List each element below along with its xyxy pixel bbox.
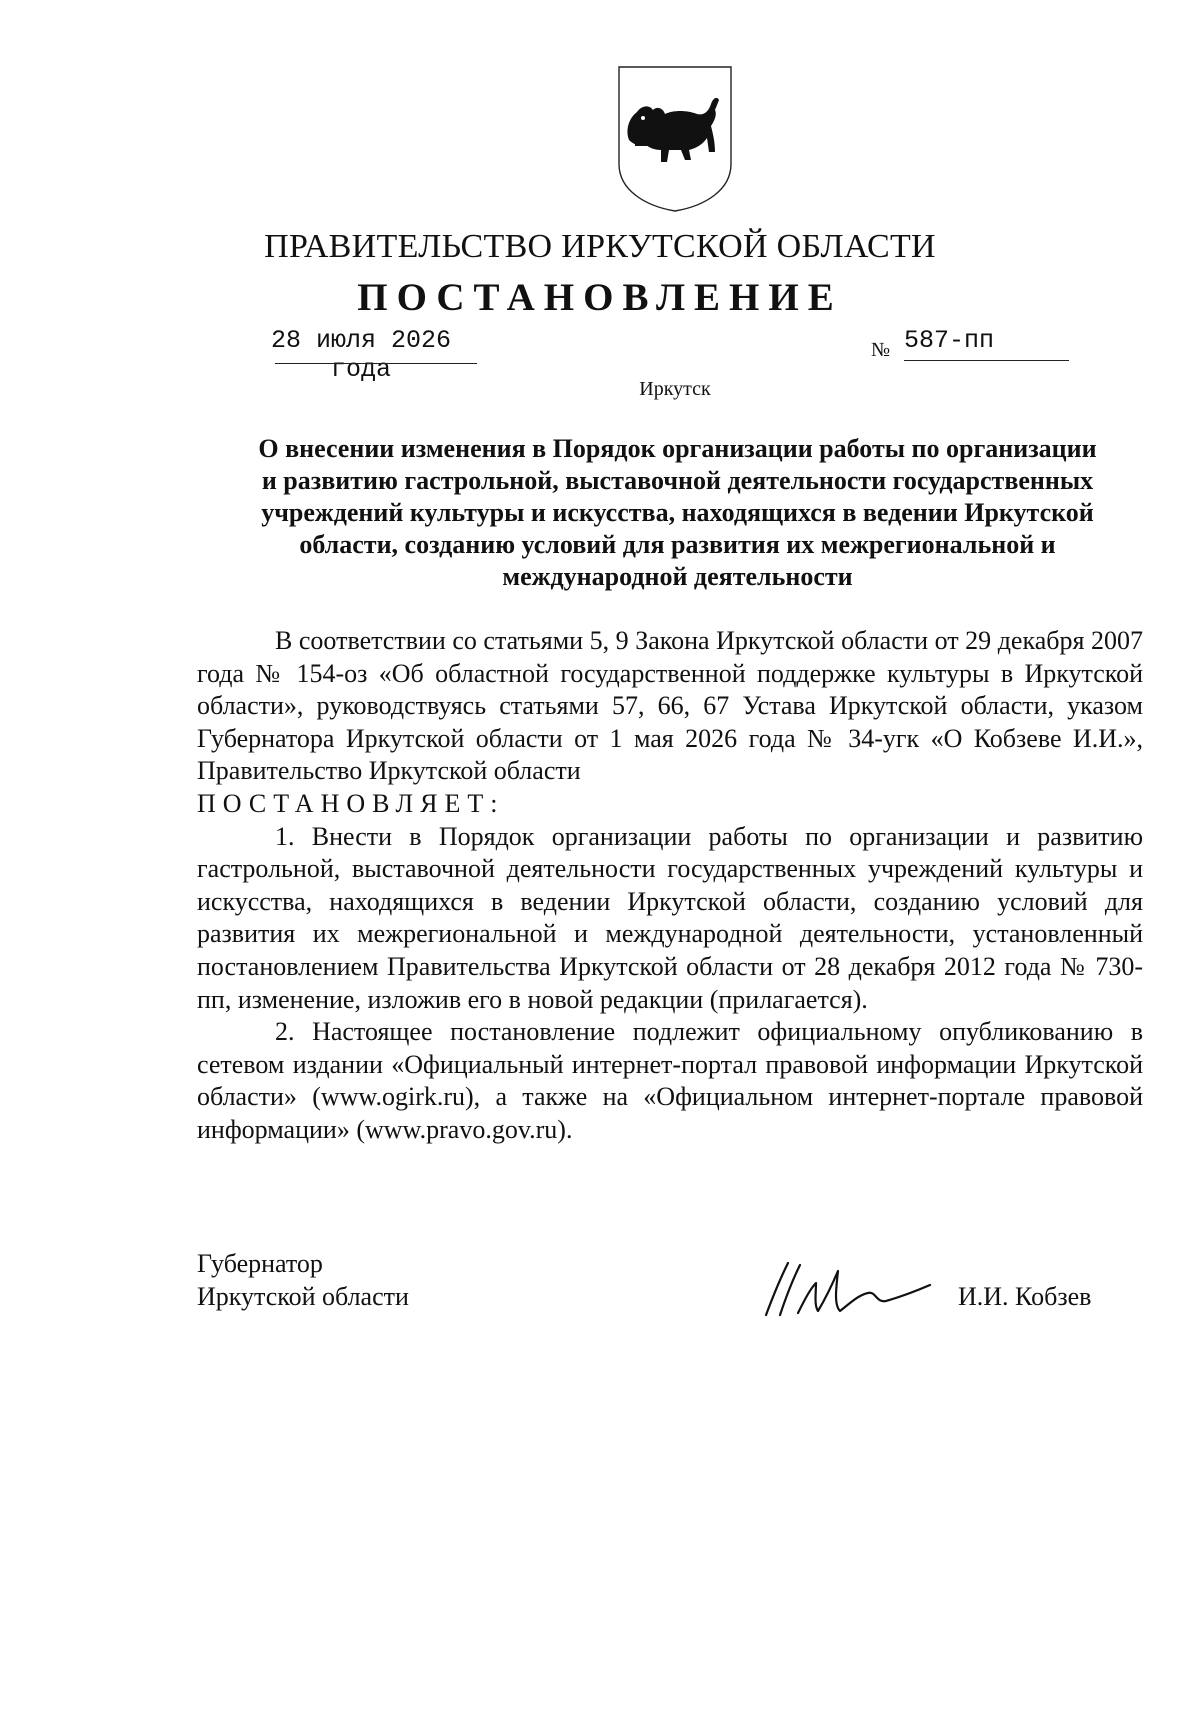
- document-type: ПОСТАНОВЛЕНИЕ: [357, 276, 843, 319]
- number-sign: №: [871, 339, 891, 361]
- handwritten-signature: [760, 1255, 935, 1323]
- coat-of-arms-emblem: [617, 66, 733, 212]
- signer-position-line: Иркутской области: [197, 1281, 409, 1311]
- date-underline: [275, 363, 477, 364]
- preamble-paragraph: В соответствии со статьями 5, 9 Закона Иркутской области от 29 декабря 2007 года № 154-оз «Об областной государственной поддержке культуры в Иркутской области», руководствуясь статьями 57, 66, 67 Устава Иркутской области, указом Губернатора Иркутской области от 1 мая 2026 года № 34-угк «О Кобзеве И.И.», Правительство Иркутской области: [197, 626, 1143, 786]
- signer-name: И.И. Кобзев: [958, 1282, 1092, 1311]
- organization-name: ПРАВИТЕЛЬСТВО ИРКУТСКОЙ ОБЛАСТИ: [264, 228, 936, 265]
- title-line: области, созданию условий для развития их межрегиональной и: [299, 530, 1056, 559]
- number-underline: [904, 360, 1069, 361]
- city: Иркутск: [639, 378, 711, 400]
- signer-position-line: Губернатор: [197, 1249, 323, 1278]
- document-number: 587-пп: [904, 326, 995, 355]
- signer-position: [197, 1248, 409, 1313]
- document-date: 28 июля 2026 года: [270, 326, 452, 384]
- document-title: [200, 433, 1155, 593]
- title-line: учреждений культуры и искусства, находящихся в ведении Иркутской: [261, 498, 1094, 527]
- item-2-paragraph: 2. Настоящее постановление подлежит официальному опубликованию в сетевом издании «Официальный интернет-портал правовой информации Иркутской области» (www.ogirk.ru), а также на «Официальном интернет-портале правовой информации» (www.pravo.gov.ru).: [197, 1017, 1143, 1144]
- title-line: и развитию гастрольной, выставочной деятельности государственных: [261, 466, 1094, 495]
- item-1-paragraph: 1. Внести в Порядок организации работы по организации и развитию гастрольной, выставочной деятельности государственных учреждений культуры и искусства, находящихся в ведении Иркутской области, созданию условий для развития их межрегиональной и международной деятельности, установленный постановлением Правительства Иркутской области от 28 декабря 2012 года № 730-пп, изменение, изложив его в новой редакции (прилагается).: [197, 821, 1143, 1014]
- title-line: международной деятельности: [502, 562, 853, 591]
- decree-word: ПОСТАНОВЛЯЕТ:: [197, 788, 505, 818]
- document-body: [197, 625, 1143, 1147]
- title-line: О внесении изменения в Порядок организации работы по организации: [258, 434, 1097, 463]
